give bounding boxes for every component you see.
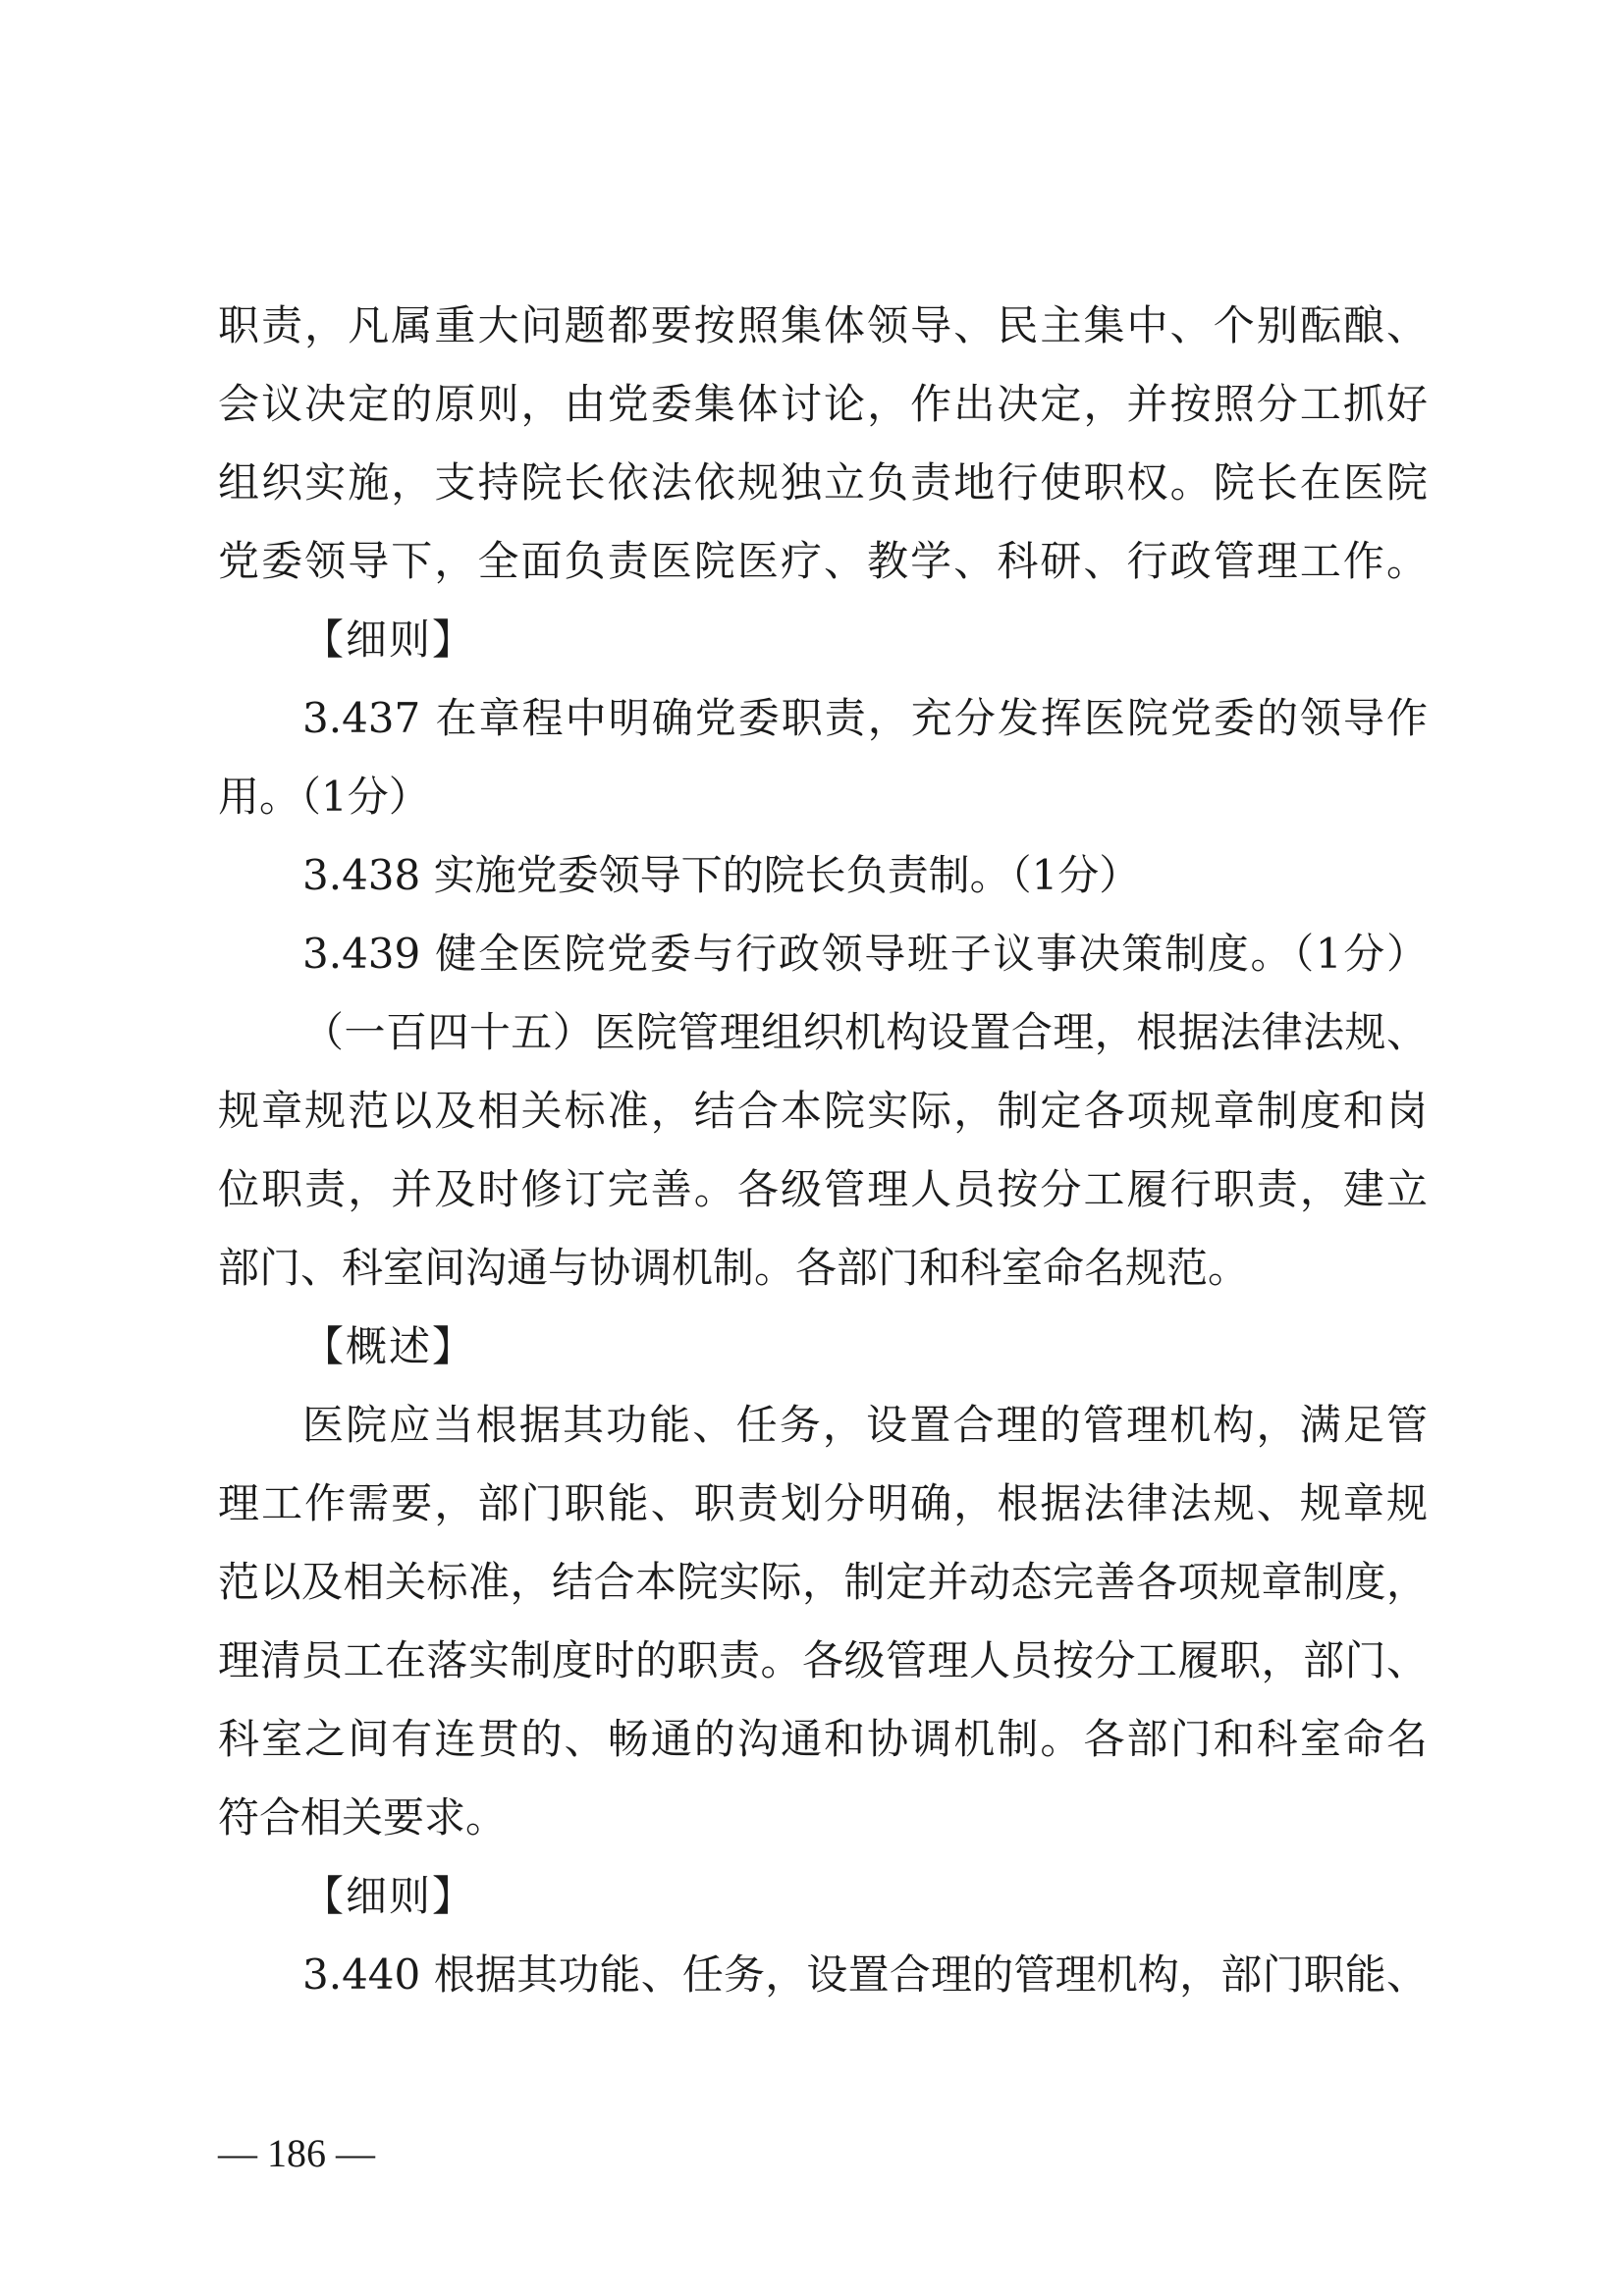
text-line: 3.438 实施党委领导下的院长负责制。（1分） <box>302 851 1141 899</box>
text-line: 3.437 在章程中明确党委职责，充分发挥医院党委的领导作 <box>302 694 1428 742</box>
text-line: 3.440 根据其功能、任务，设置合理的管理机构，部门职能、 <box>302 1950 1428 1999</box>
text-line: 理清员工在落实制度时的职责。各级管理人员按分工履职，部门、 <box>218 1636 1428 1684</box>
text-line: 部门、科室间沟通与协调机制。各部门和科室命名规范。 <box>218 1244 1250 1292</box>
text-line: 规章规范以及相关标准，结合本院实际，制定各项规章制度和岗 <box>218 1087 1428 1135</box>
text-line: 理工作需要，部门职能、职责划分明确，根据法律法规、规章规 <box>218 1479 1428 1527</box>
text-line: 组织实施，支持院长依法依规独立负责地行使职权。院长在医院 <box>218 458 1428 507</box>
text-line: （一百四十五）医院管理组织机构设置合理，根据法律法规、 <box>302 1008 1428 1056</box>
text-line: 3.439 健全医院党委与行政领导班子议事决策制度。（1分） <box>302 930 1428 978</box>
section-heading-overview: 【概述】 <box>302 1322 476 1370</box>
body-text <box>218 287 1428 2014</box>
section-heading-details: 【细则】 <box>302 1872 476 1920</box>
text-line: 职责，凡属重大问题都要按照集体领导、民主集中、个别酝酿、 <box>218 301 1428 349</box>
text-line: 符合相关要求。 <box>218 1793 508 1842</box>
text-line: 位职责，并及时修订完善。各级管理人员按分工履行职责，建立 <box>218 1165 1428 1213</box>
text-line: 用。（1分） <box>218 773 430 821</box>
text-line: 会议决定的原则，由党委集体讨论，作出决定，并按照分工抓好 <box>218 380 1428 428</box>
page-number: — 186 — <box>218 2131 375 2175</box>
text-line: 党委领导下，全面负责医院医疗、教学、科研、行政管理工作。 <box>218 537 1428 585</box>
section-heading-details: 【细则】 <box>302 615 476 664</box>
text-line: 医院应当根据其功能、任务，设置合理的管理机构，满足管 <box>302 1401 1428 1449</box>
text-line: 范以及相关标准，结合本院实际，制定并动态完善各项规章制度， <box>218 1558 1428 1606</box>
text-line: 科室之间有连贯的、畅通的沟通和协调机制。各部门和科室命名 <box>218 1715 1428 1763</box>
